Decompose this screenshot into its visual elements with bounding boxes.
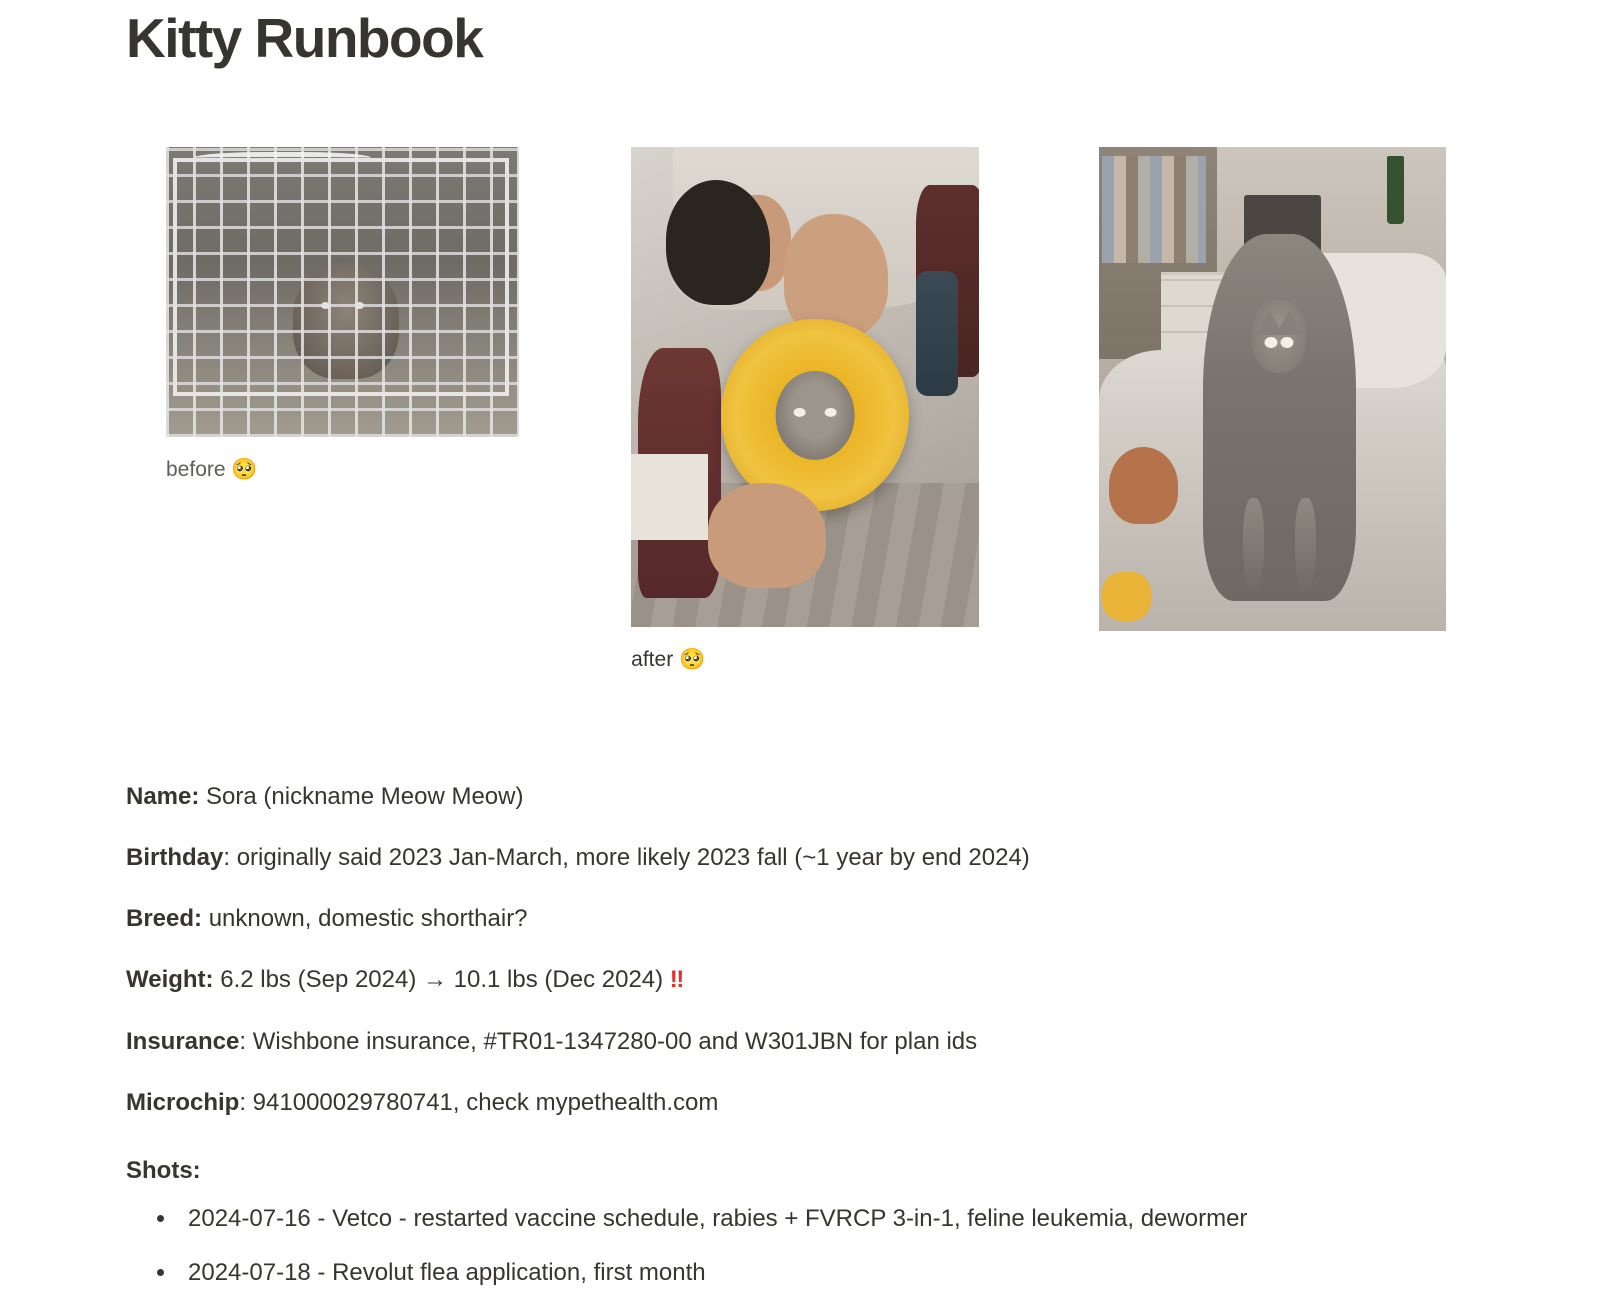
fact-breed	[126, 900, 1486, 937]
fact-microchip	[126, 1084, 1486, 1121]
cage-bars-horizontal	[166, 147, 519, 437]
fact-weight	[126, 961, 1486, 998]
photo-gallery	[126, 131, 1486, 690]
cage-handle	[194, 152, 371, 167]
fact-microchip-value: : 941000029780741, check mypethealth.com	[239, 1088, 719, 1116]
caption-before: before 🥺	[166, 457, 258, 481]
cat-ear-right	[1275, 311, 1303, 335]
person-hand-bottom	[708, 483, 826, 589]
fact-birthday-label: Birthday	[126, 844, 224, 872]
kitten-eye-right	[825, 408, 837, 417]
cat-head	[1252, 300, 1307, 374]
yellow-bed-on-floor	[1102, 572, 1151, 620]
cat-paw-right	[1295, 498, 1316, 594]
fact-name-value: Sora (nickname Meow Meow)	[199, 782, 524, 810]
fact-microchip-label: Microchip	[126, 1088, 240, 1116]
fact-weight-value: 6.2 lbs (Sep 2024) → 10.1 lbs (Dec 2024)	[213, 966, 670, 994]
page-title: Kitty Runbook	[126, 7, 483, 69]
weight-warning-icon: ‼	[669, 966, 684, 994]
yellow-donut-bed	[721, 319, 909, 511]
photo-cat-in-trap-cage[interactable]	[166, 147, 519, 437]
list-item: • 2024-07-16 - Vetco - restarted vaccine schedule, rabies + FVRCP 3-in-1, feline leukemia, dewormer	[178, 1201, 1486, 1237]
photo-kitten-in-yellow-donut-bed[interactable]	[631, 147, 978, 627]
fact-weight-label: Weight:	[126, 966, 214, 994]
kitten-face	[776, 371, 855, 459]
pet-basket	[1109, 447, 1178, 524]
figure-before	[166, 147, 519, 484]
fact-insurance-value: : Wishbone insurance, #TR01-1347280-00 and W301JBN for plan ids	[239, 1027, 978, 1055]
cat-paw-left	[1243, 498, 1264, 594]
figure-cat-on-bed	[1099, 147, 1446, 631]
person-hair	[666, 180, 770, 305]
photo-grey-cat-on-bed[interactable]	[1099, 147, 1446, 631]
fact-breed-label: Breed:	[126, 905, 203, 933]
fact-birthday-value: : originally said 2023 Jan-March, more likely 2023 fall (~1 year by end 2024)	[223, 844, 1030, 872]
water-bottle	[916, 271, 958, 396]
list-item: • 2024-07-18 - Revolut flea application, first month	[178, 1255, 1486, 1291]
cat-eye-right	[1281, 337, 1294, 348]
caption-after: after 🥺	[631, 647, 706, 671]
fact-name-label: Name:	[126, 782, 200, 810]
cat-eye-left	[1265, 337, 1278, 348]
shots-heading: Shots:	[126, 1157, 201, 1185]
hanging-clothes	[1102, 156, 1206, 262]
shots-list	[126, 1201, 1486, 1291]
fact-breed-value: unknown, domestic shorthair?	[202, 905, 528, 933]
grey-cat	[1203, 234, 1356, 602]
kitten-eye-left	[793, 408, 805, 417]
fact-insurance	[126, 1023, 1486, 1060]
figure-after	[631, 147, 978, 674]
white-shelf	[631, 454, 707, 540]
fact-list	[126, 778, 1486, 1291]
fact-insurance-label: Insurance	[126, 1027, 240, 1055]
fact-birthday	[126, 839, 1486, 876]
bottle	[1387, 156, 1404, 224]
fact-name	[126, 778, 1486, 815]
